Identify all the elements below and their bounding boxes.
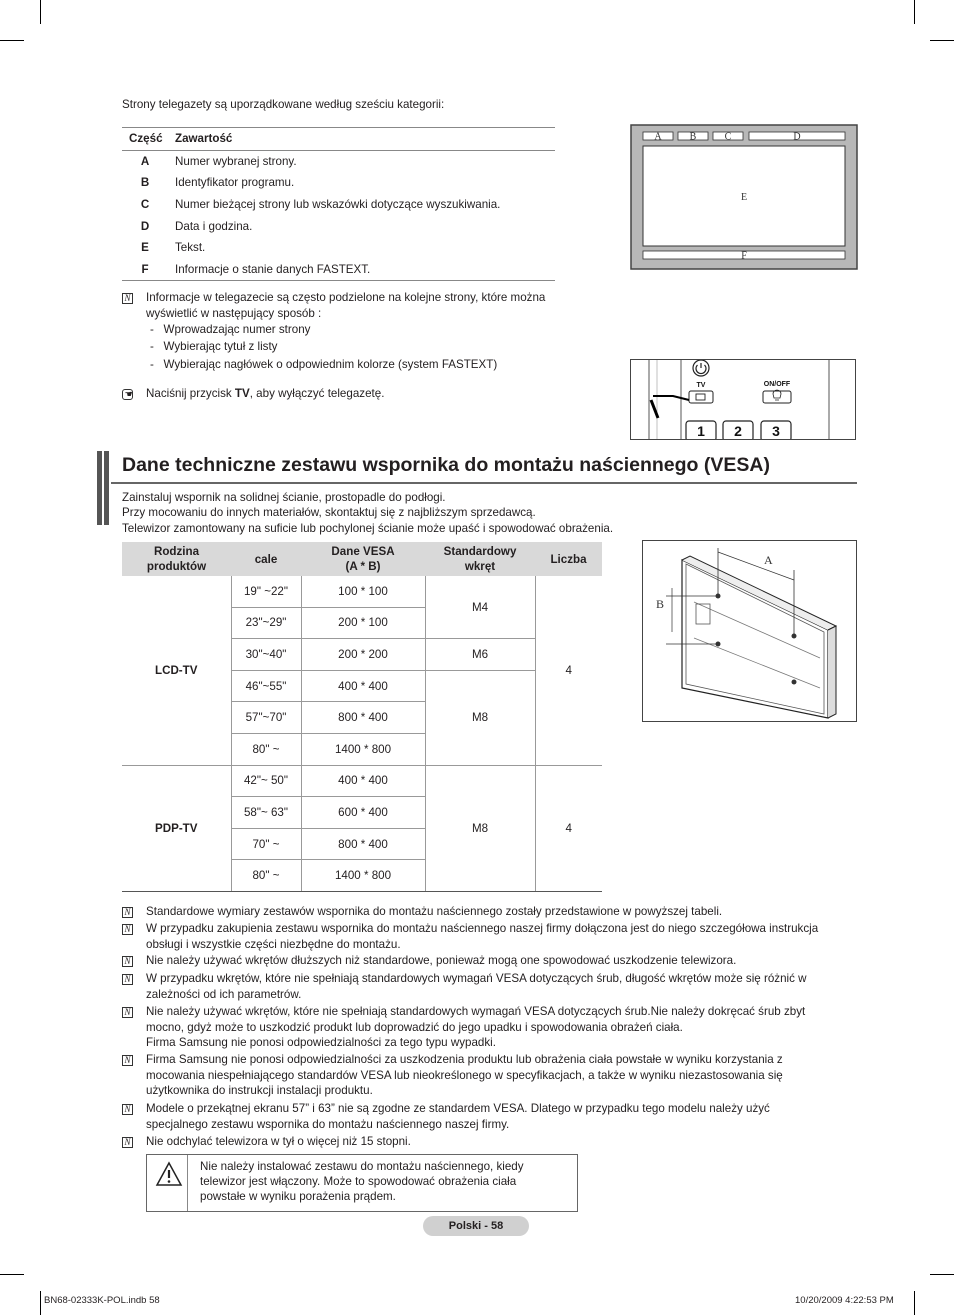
note-icon: N (122, 1055, 133, 1066)
key-1: 1 (697, 423, 705, 439)
note: N Nie odchylać telewizora w tył o więcej niż 15 stopni. (122, 1134, 411, 1150)
hand-icon: ☚ (123, 389, 132, 399)
note: N W przypadku wkrętów, które nie spełniają standardowych wymagań VESA dotyczących śrub, długość wkrętów może się różnić w zależności od ich parametrów. (122, 971, 807, 1002)
teletext-table (122, 127, 555, 281)
section-title: Dane techniczne zestawu wspornika do montażu naściennego (VESA) (122, 454, 770, 476)
note: ☚ Naciśnij przycisk TV, aby wyłączyć telegazetę. (123, 387, 385, 400)
vesa-mount-diagram (642, 540, 857, 722)
crop-mark (914, 0, 915, 24)
table-row: 58"~ 63" 600 * 400 (122, 797, 602, 829)
diagram-label-e: E (740, 192, 748, 203)
table-row: C Numer bieżącej strony lub wskazówki dotyczące wyszukiwania. (140, 198, 501, 212)
teletext-screen-diagram (630, 124, 858, 270)
warning-box (146, 1154, 578, 1212)
key-2: 2 (734, 423, 742, 439)
note: N Firma Samsung nie ponosi odpowiedzialności za uszkodzenia produktu lub obrażenia ciała powstałe w wyniku korzystania z mocowania niespełniającego standardów VESA lub nieokreślonego w specyfikacjach, a także w wyniku niezastosowania się użytkownika do instrukcji instalacji produktu. (122, 1052, 783, 1099)
table-header: Rodzina produktów cale Dane VESA (A * B) Standardowy wkręt Liczba (122, 542, 602, 576)
crop-mark (930, 1274, 954, 1275)
section-rule (111, 482, 857, 484)
table-row: 80" ~ 1400 * 800 (122, 860, 602, 892)
table-row: F Informacje o stanie danych FASTEXT. (141, 262, 371, 276)
note-icon: N (122, 956, 133, 967)
table-row: 46"~55" 400 * 400 M8 (122, 670, 602, 702)
note-icon: N (122, 1137, 133, 1148)
table-row: 23"~29" 200 * 100 (122, 607, 602, 639)
crop-mark (40, 0, 41, 24)
table-row: PDP-TV 42"~ 50" 400 * 400 M8 4 (122, 765, 602, 797)
section-intro-line: Przy mocowaniu do innych materiałów, skontaktuj się z najbliższym sprzedawcą. (122, 506, 536, 519)
table-row: E Tekst. (141, 241, 206, 255)
crop-mark (0, 1274, 24, 1275)
note: N Nie należy używać wkrętów, które nie spełniają standardowych wymagań VESA dotyczących śrub.Nie należy dokręcać śrub zbyt mocno, gdyż może to uszkodzić produkt lub doprowadzić do jego upadku i spowodowania obrażeń ciała. Firma Samsung nie ponosi odpowiedzialności za tego typu wypadki. (122, 1004, 805, 1051)
list-item: - Wybierając tytuł z listy (150, 340, 278, 353)
note-icon: N (122, 1104, 133, 1115)
crop-mark (914, 1291, 915, 1315)
vesa-table (122, 542, 602, 892)
warning-icon (155, 1161, 183, 1187)
warning-line: Nie należy instalować zestawu do montażu naściennego, kiedy (200, 1160, 524, 1173)
page-number: Polski - 58 (423, 1216, 529, 1236)
diagram-label-d: D (793, 131, 801, 143)
table-row: 70" ~ 800 * 400 (122, 828, 602, 860)
note-icon: N (122, 293, 133, 304)
diagram-label-c: C (724, 131, 732, 143)
note-icon: N (122, 907, 133, 918)
table-row: A Numer wybranej strony. (140, 154, 297, 168)
list-item: - Wprowadzając numer strony (150, 323, 311, 336)
table-row: B Identyfikator programu. (140, 176, 295, 190)
diagram-label-f: F (741, 250, 747, 262)
crop-mark (40, 1291, 41, 1315)
table-header: Część Zawartość (129, 132, 233, 146)
onoff-label: ON/OFF (763, 381, 791, 388)
remote-illustration (630, 359, 856, 440)
note: N Modele o przekątnej ekranu 57” i 63” nie są zgodne ze standardem VESA. Dlatego w przypadku tego modelu należy użyć specjalnego zestawu wspornika do montażu naściennego naszej firmy. (122, 1101, 770, 1132)
footer-file: BN68-02333K-POL.indb 58 (44, 1295, 160, 1306)
crop-mark (0, 40, 24, 41)
note: N Nie należy używać wkrętów dłuższych niż standardowe, ponieważ mogą one spowodować uszkodzenie telewizora. (122, 953, 736, 969)
crop-mark (930, 40, 954, 41)
table-row: 57"~70" 800 * 400 (122, 702, 602, 734)
label-a: A (764, 553, 773, 567)
diagram-label-a: A (654, 131, 662, 143)
warning-line: powstałe w wyniku porażenia prądem. (200, 1190, 396, 1203)
tv-label: TV (696, 382, 706, 389)
table-row: 80" ~ 1400 * 800 (122, 733, 602, 765)
note-icon: N (122, 924, 133, 935)
note-icon: N (122, 1007, 133, 1018)
intro-text: Strony telegazety są uporządkowane według sześciu kategorii: (122, 98, 445, 111)
table-row: LCD-TV 19" ~22" 100 * 100 M4 4 (122, 576, 602, 607)
warning-line: telewizor jest włączony. Może to spowodować obrażenia ciała (200, 1175, 517, 1188)
section-intro-line: Zainstaluj wspornik na solidnej ścianie, prostopadle do podłogi. (122, 491, 446, 504)
section-bar (104, 451, 109, 525)
diagram-label-b: B (689, 131, 697, 143)
section-intro-line: Telewizor zamontowany na suficie lub pochylonej ścianie może upaść i spowodować obrażenia. (122, 522, 614, 535)
note: N Standardowe wymiary zestawów wspornika do montażu naściennego zostały przedstawione w powyższej tabeli. (122, 904, 722, 920)
section-bar (97, 451, 102, 525)
key-3: 3 (772, 423, 780, 439)
note-icon: N (122, 974, 133, 985)
table-row: 30"~40" 200 * 200 M6 (122, 639, 602, 671)
note: N Informacje w telegazecie są często podzielone na kolejne strony, które można wyświetlić w następujący sposób : (122, 290, 545, 321)
table-row: D Data i godzina. (140, 219, 253, 233)
list-item: - Wybierając nagłówek o odpowiednim kolorze (system FASTEXT) (150, 358, 498, 371)
footer-date: 10/20/2009 4:22:53 PM (795, 1295, 894, 1306)
note: N W przypadku zakupienia zestawu wspornika do montażu naściennego naszej firmy dołączona jest do niego szczegółowa instrukcja obsługi i wszystkie części niezbędne do montażu. (122, 921, 818, 952)
label-b: B (656, 597, 665, 611)
